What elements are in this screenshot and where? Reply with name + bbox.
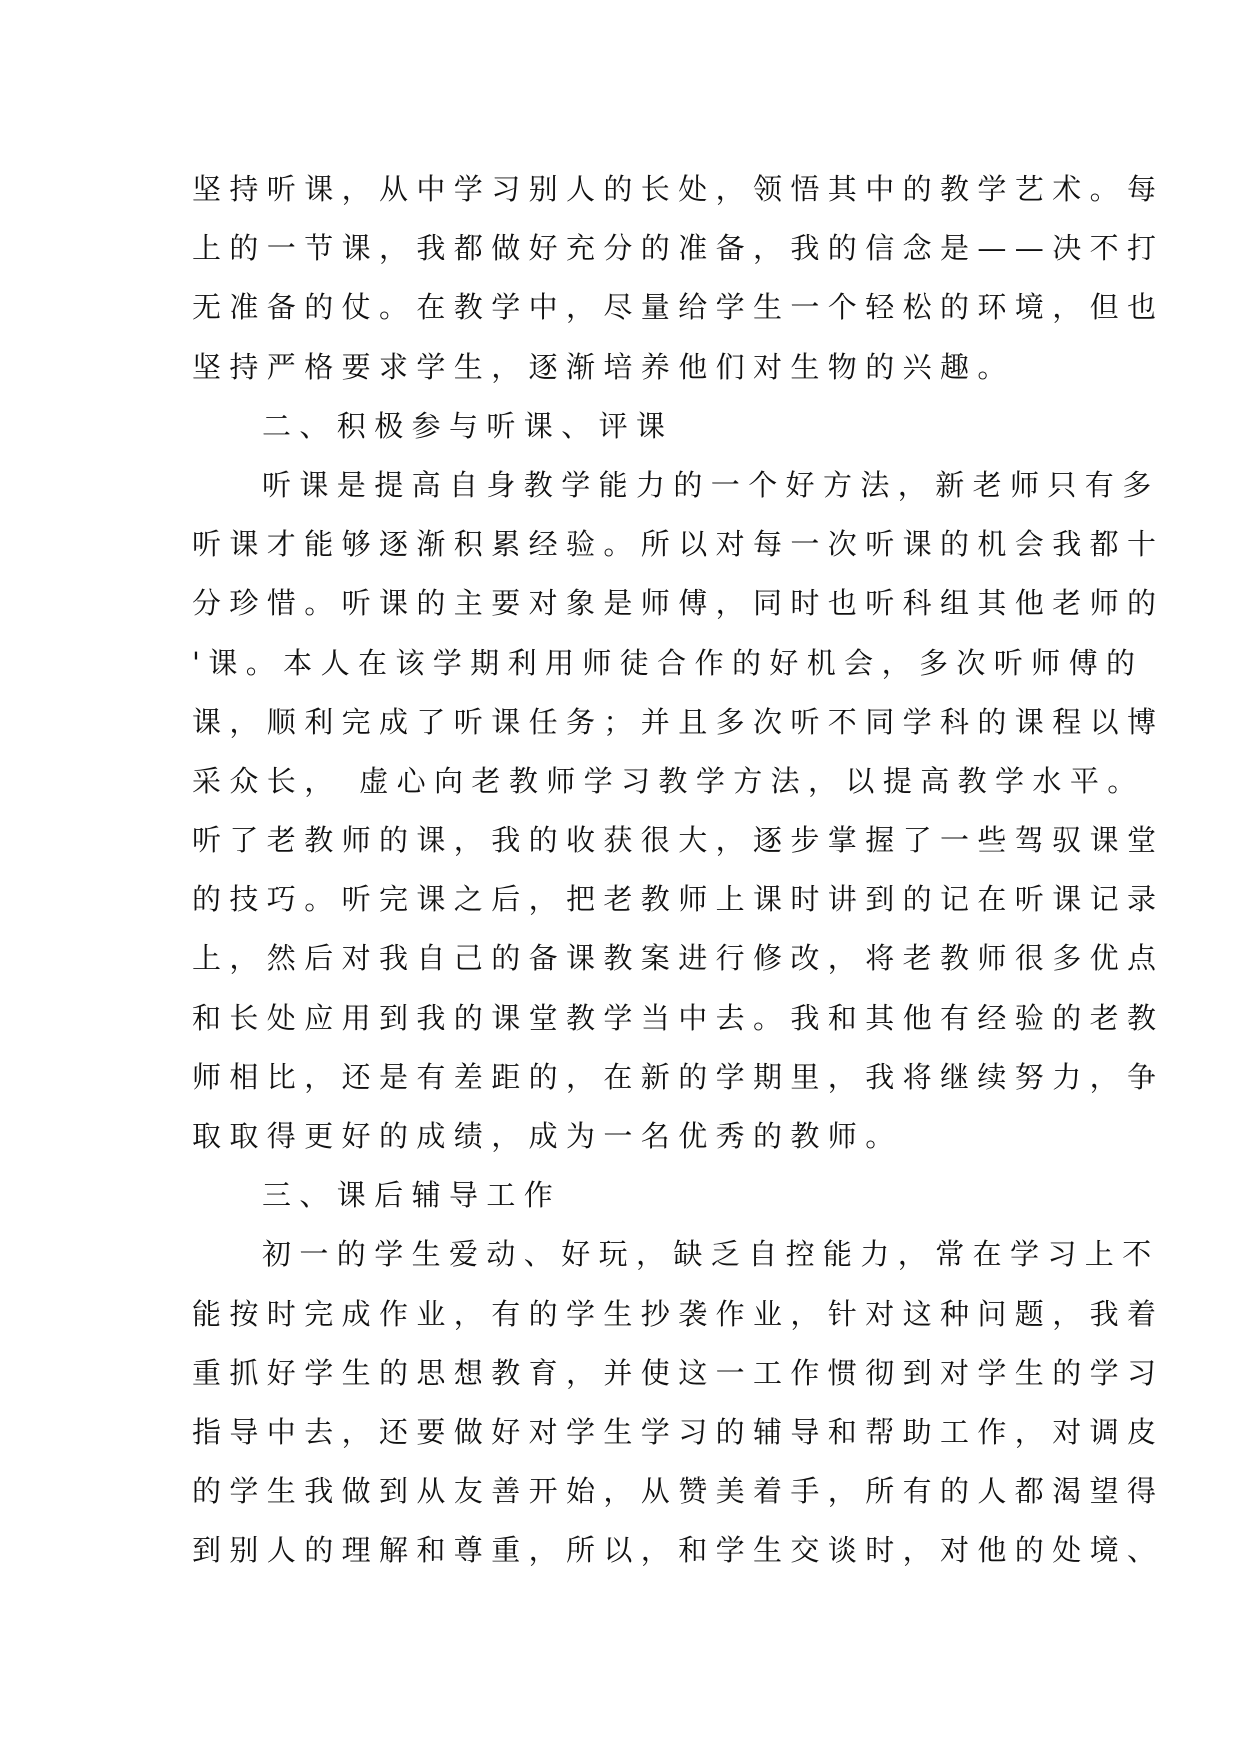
body-line: '课。本人在该学期利用师徒合作的好机会，多次听师傅的 [192, 645, 1144, 680]
body-line: 重抓好学生的思想教育，并使这一工作惯彻到对学生的学习 [192, 1355, 1165, 1390]
body-line: 到别人的理解和尊重，所以，和学生交谈时，对他的处境、 [192, 1533, 1165, 1568]
body-line: 取取得更好的成绩，成为一名优秀的教师。 [192, 1119, 903, 1153]
body-line: 上，然后对我自己的备课教案进行修改，将老教师很多优点 [192, 941, 1165, 976]
body-line: 采众长， 虚心向老教师学习教学方法，以提高教学水平。 [192, 763, 1145, 798]
body-line: 能按时完成作业，有的学生抄袭作业，针对这种问题，我着 [192, 1296, 1165, 1331]
body-line: 的学生我做到从友善开始，从赞美着手，所有的人都渴望得 [192, 1474, 1165, 1509]
section-heading-3: 三、课后辅导工作 [262, 1178, 562, 1213]
body-line: 听了老教师的课，我的收获很大，逐步掌握了一些驾驭课堂 [192, 823, 1165, 858]
paragraph-start-line: 听课是提高自身教学能力的一个好方法，新老师只有多 [262, 467, 1160, 502]
body-line: 和长处应用到我的课堂教学当中去。我和其他有经验的老教 [192, 1000, 1165, 1035]
body-line: 分珍惜。听课的主要对象是师傅，同时也听科组其他老师的 [192, 586, 1165, 621]
body-line: 师相比，还是有差距的，在新的学期里，我将继续努力，争 [192, 1059, 1165, 1094]
body-line: 课，顺利完成了听课任务；并且多次听不同学科的课程以博 [192, 704, 1165, 739]
document-body [192, 160, 1165, 1581]
paragraph-start-line: 初一的学生爱动、好玩，缺乏自控能力，常在学习上不 [262, 1237, 1160, 1272]
section-heading-2: 二、积极参与听课、评课 [262, 408, 674, 443]
body-line: 无准备的仗。在教学中，尽量给学生一个轻松的环境，但也 [192, 290, 1165, 325]
body-line: 指导中去，还要做好对学生学习的辅导和帮助工作，对调皮 [192, 1414, 1165, 1449]
body-line: 听课才能够逐渐积累经验。所以对每一次听课的机会我都十 [192, 527, 1165, 562]
body-line: 上的一节课，我都做好充分的准备，我的信念是——决不打 [192, 231, 1165, 266]
body-line: 的技巧。听完课之后，把老教师上课时讲到的记在听课记录 [192, 882, 1165, 917]
body-line: 坚持听课，从中学习别人的长处，领悟其中的教学艺术。每 [192, 172, 1165, 206]
body-line: 坚持严格要求学生，逐渐培养他们对生物的兴趣。 [192, 349, 1015, 384]
